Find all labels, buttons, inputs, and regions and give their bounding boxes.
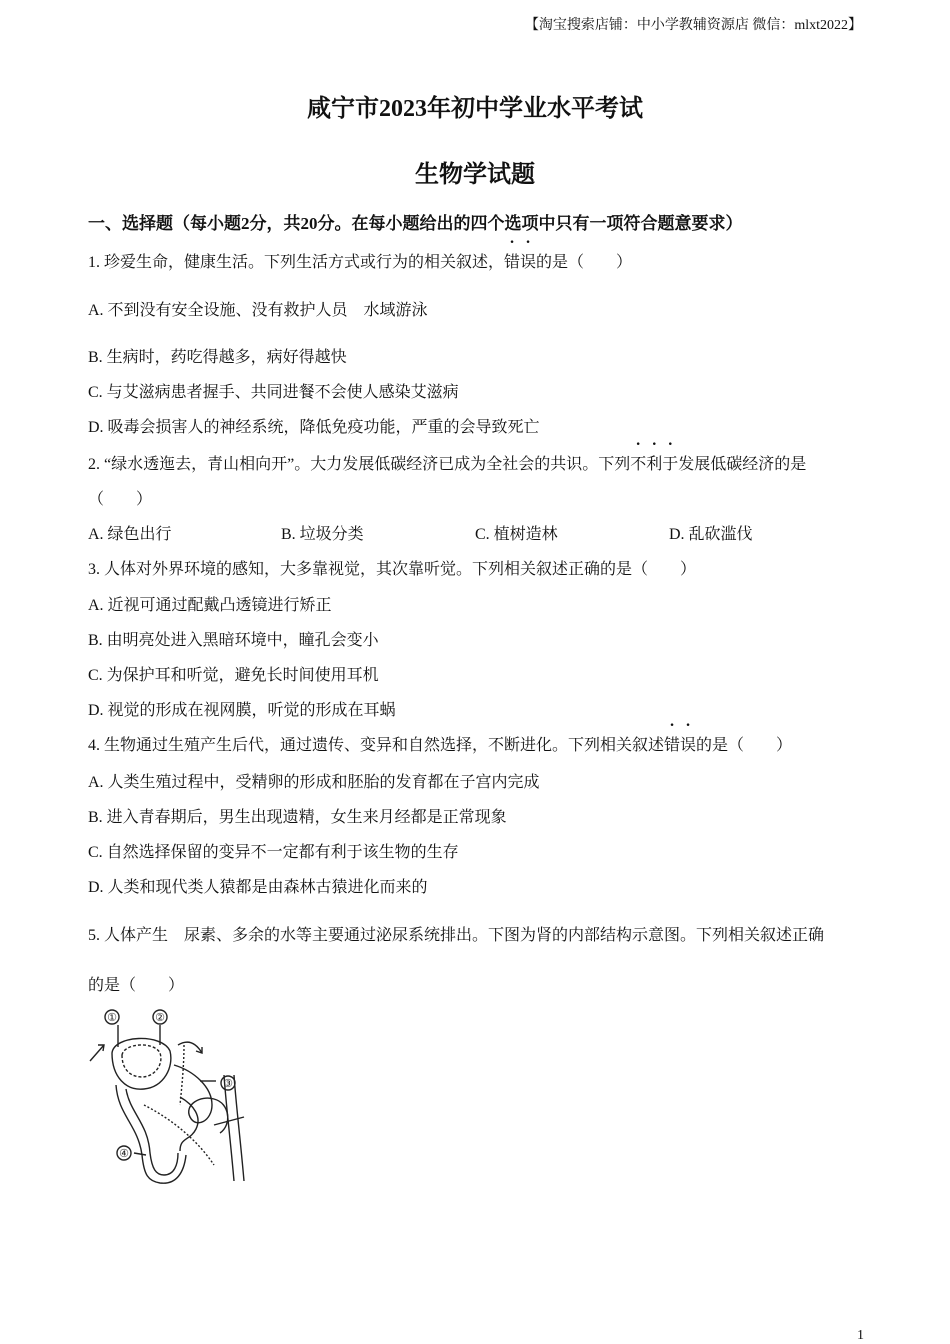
nephron-diagram bbox=[84, 1005, 252, 1195]
question-4-option-b: B. 进入青春期后，男生出现遗精，女生来月经都是正常现象 bbox=[88, 809, 507, 826]
question-5-stem-line-2: 的是（ ） bbox=[88, 977, 185, 994]
question-2-stem bbox=[88, 451, 806, 474]
question-1-option-d: D. 吸毒会损害人的神经系统，降低免疫功能，严重的会导致死亡 bbox=[88, 419, 540, 436]
question-2-option-d: D. 乱砍滥伐 bbox=[669, 526, 753, 543]
diagram-label-1: ① bbox=[107, 1012, 117, 1024]
exam-title: 咸宁市2023年初中学业水平考试 bbox=[307, 96, 643, 122]
emphasis-char: 错 bbox=[504, 254, 521, 271]
question-3-stem: 3. 人体对外界环境的感知，大多靠视觉，其次靠听觉。下列相关叙述正确的是（ ） bbox=[88, 561, 697, 578]
question-4-option-d: D. 人类和现代类人猿都是由森林古猿进化而来的 bbox=[88, 879, 428, 896]
page-number: 1 bbox=[857, 1328, 864, 1343]
emphasis-char: 利 bbox=[646, 456, 663, 473]
emphasis-char: 误 bbox=[520, 254, 537, 271]
question-2-option-c: C. 植树造林 bbox=[475, 526, 558, 543]
question-2-text-end: 发展低碳经济的是 bbox=[678, 456, 807, 473]
diagram-label-2: ② bbox=[155, 1012, 165, 1024]
question-4-text-end: 的是（ ） bbox=[696, 737, 793, 754]
question-1-text: 1. 珍爱生命，健康生活。下列生活方式或行为的相关叙述， bbox=[88, 254, 505, 271]
header-note: 【淘宝搜索店铺：中小学教辅资源店 微信：mlxt2022】 bbox=[524, 18, 862, 33]
emphasis-char: 于 bbox=[662, 456, 679, 473]
question-3-option-c: C. 为保护耳和听觉，避免长时间使用耳机 bbox=[88, 667, 379, 684]
question-2-option-b: B. 垃圾分类 bbox=[281, 526, 364, 543]
question-4-stem bbox=[88, 732, 792, 755]
section-heading: 一、选择题（每小题2分，共20分。在每小题给出的四个选项中只有一项符合题意要求） bbox=[88, 214, 743, 233]
question-4-text: 4. 生物通过生殖产生后代，通过遗传、变异和自然选择，不断进化。下列相关叙述 bbox=[88, 737, 665, 754]
emphasis-char: 不 bbox=[630, 456, 647, 473]
question-1-stem bbox=[88, 249, 632, 272]
question-2-option-a: A. 绿色出行 bbox=[88, 526, 172, 543]
question-5-stem-line-1: 5. 人体产生 尿素、多余的水等主要通过泌尿系统排出。下图为肾的内部结构示意图。下列相关叙述正确 bbox=[88, 927, 825, 944]
exam-subtitle: 生物学试题 bbox=[415, 162, 535, 188]
question-1-text-end: 的是（ ） bbox=[536, 254, 633, 271]
emphasis-char: 错 bbox=[664, 737, 681, 754]
question-2-text: 2. “绿水透迤去，青山相向开”。大力发展低碳经济已成为全社会的共识。下列 bbox=[88, 456, 631, 473]
question-1-option-c: C. 与艾滋病患者握手、共同进餐不会使人感染艾滋病 bbox=[88, 384, 459, 401]
diagram-label-4: ④ bbox=[119, 1148, 129, 1160]
question-3-option-d: D. 视觉的形成在视网膜，听觉的形成在耳蜗 bbox=[88, 702, 396, 719]
question-3-option-a: A. 近视可通过配戴凸透镜进行矫正 bbox=[88, 597, 332, 614]
question-3-option-b: B. 由明亮处进入黑暗环境中，瞳孔会变小 bbox=[88, 632, 379, 649]
diagram-label-3: ③ bbox=[223, 1078, 233, 1090]
question-4-option-a: A. 人类生殖过程中，受精卵的形成和胚胎的发育都在子宫内完成 bbox=[88, 774, 540, 791]
question-1-option-a: A. 不到没有安全设施、没有救护人员 水域游泳 bbox=[88, 302, 428, 319]
emphasis-char: 误 bbox=[680, 737, 697, 754]
question-4-option-c: C. 自然选择保留的变异不一定都有利于该生物的生存 bbox=[88, 844, 459, 861]
question-2-paren: （ ） bbox=[88, 491, 153, 508]
question-1-option-b: B. 生病时，药吃得越多，病好得越快 bbox=[88, 349, 347, 366]
